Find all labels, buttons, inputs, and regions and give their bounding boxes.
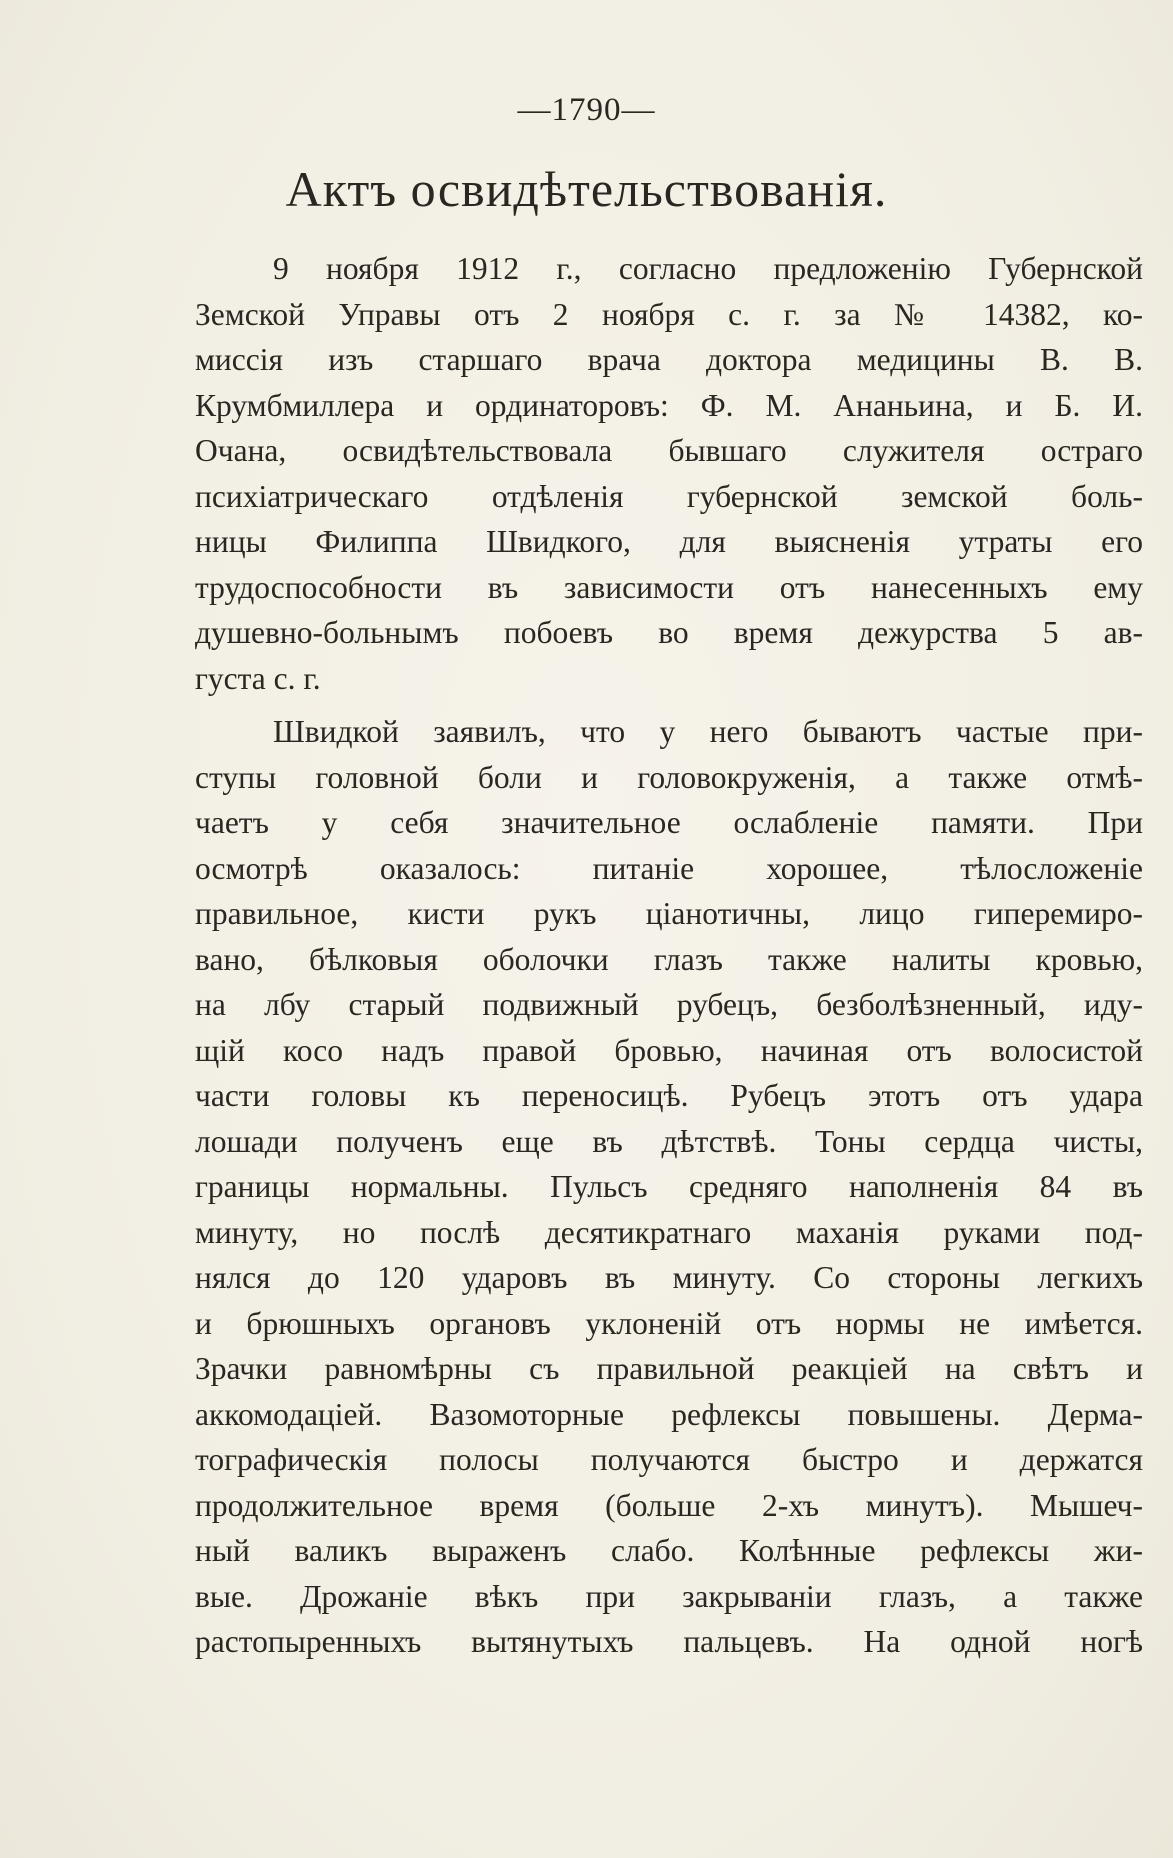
text-line: чаетъ у себя значительное ослабленіе памяти. При bbox=[195, 805, 1143, 840]
text-line: аккомодаціей. Вазомоторные рефлексы повышены. Дерма- bbox=[195, 1396, 1143, 1432]
text-line: Крумбмиллера и ординаторовъ: Ф. М. Ананьина, и Б. И. bbox=[195, 387, 1143, 423]
text-line: части головы къ переносицѣ. Рубецъ этотъ отъ удара bbox=[195, 1078, 1143, 1113]
text-line: минуту, но послѣ десятикратнаго маханія руками под- bbox=[195, 1214, 1143, 1250]
text-line: на лбу старый подвижный рубецъ, безболѣзненный, иду- bbox=[195, 987, 1143, 1022]
text-line: ницы Филиппа Швидкого, для выясненія утраты его bbox=[195, 524, 1143, 559]
text-line: душевно-больнымъ побоевъ во время дежурства 5 ав- bbox=[195, 615, 1143, 650]
text-line: границы нормальны. Пульсъ средняго наполненія 84 въ bbox=[195, 1169, 1143, 1204]
text-line: нялся до 120 ударовъ въ минуту. Со стороны легкихъ bbox=[195, 1260, 1143, 1295]
paragraph-2 bbox=[195, 709, 1143, 1665]
text-line: Очана, освидѣтельствовала бывшаго служителя остраго bbox=[195, 433, 1143, 468]
text-line: Земской Управы отъ 2 ноября с. г. за № 14382, ко- bbox=[195, 296, 1143, 332]
text-line: Зрачки равномѣрны съ правильной реакціей на свѣтъ и bbox=[195, 1351, 1143, 1386]
document-title: Актъ освидѣтельствованія. bbox=[285, 161, 888, 217]
text-line: растопыренныхъ вытянутыхъ пальцевъ. На одной ногѣ bbox=[195, 1624, 1143, 1659]
text-line: осмотрѣ оказалось: питаніе хорошее, тѣлосложеніе bbox=[195, 850, 1143, 886]
text-line: ступы головной боли и головокруженія, а также отмѣ- bbox=[195, 759, 1143, 795]
text-line: щій косо надъ правой бровью, начиная отъ волосистой bbox=[195, 1032, 1143, 1068]
text-line: тографическія полосы получаются быстро и держатся bbox=[195, 1442, 1143, 1477]
paragraph-gap bbox=[195, 701, 1143, 709]
text-line: миссія изъ старшаго врача доктора медицины В. В. bbox=[195, 342, 1143, 377]
page-number: —1790— bbox=[517, 92, 656, 128]
text-line: трудоспособности въ зависимости отъ нанесенныхъ ему bbox=[195, 569, 1143, 605]
body-text bbox=[195, 246, 1143, 1665]
text-line: правильное, кисти рукъ ціанотичны, лицо гиперемиро- bbox=[195, 896, 1143, 931]
text-line: вые. Дрожаніе вѣкъ при закрываніи глазъ, а также bbox=[195, 1578, 1143, 1614]
text-line: продолжительное время (больше 2-хъ минутъ). Мышеч- bbox=[195, 1487, 1143, 1523]
paragraph-1 bbox=[195, 246, 1143, 701]
text-line: вано, бѣлковыя оболочки глазъ также налиты кровью, bbox=[195, 941, 1143, 977]
text-line: ный валикъ выраженъ слабо. Колѣнные рефлексы жи- bbox=[195, 1533, 1143, 1568]
text-line: и брюшныхъ органовъ уклоненій отъ нормы не имѣется. bbox=[195, 1305, 1143, 1341]
text-line: густа с. г. bbox=[195, 660, 321, 696]
text-line: 9 ноября 1912 г., согласно предложенію Губернской bbox=[273, 251, 1143, 286]
text-line: психіатрическаго отдѣленія губернской земской боль- bbox=[195, 478, 1143, 514]
text-line: лошади полученъ еще въ дѣтствѣ. Тоны сердца чисты, bbox=[195, 1123, 1143, 1159]
text-line: Швидкой заявилъ, что у него бываютъ частые при- bbox=[273, 714, 1143, 749]
